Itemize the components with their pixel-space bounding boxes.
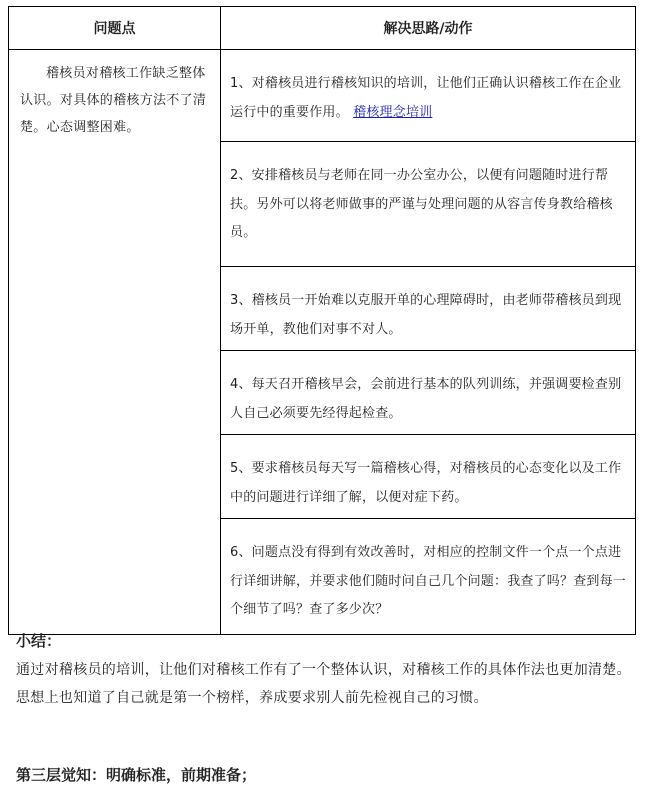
- section-heading: 第三层觉知：明确标准，前期准备；: [16, 766, 257, 784]
- summary-title: 小结：: [16, 632, 62, 650]
- header-problem: 问题点: [9, 7, 221, 50]
- summary-text: 通过对稽核员的培训，让他们对稽核工作有了一个整体认识，对稽核工作的具体作法也更加清楚。思想上也知道了自己就是第一个榜样，养成要求别人前先检视自己的习惯。: [16, 662, 631, 706]
- action-text: 6、问题点没有得到有效改善时，对相应的控制文件一个点一个点进行详细讲解，并要求他们随时问自己几个问题：我查了吗？查到每一个细节了吗？查了多少次？: [230, 545, 627, 617]
- action-text: 2、安排稽核员与老师在同一办公室办公，以便有问题随时进行帮扶。另外可以将老师做事的严谨与处理问题的从容言传身教给稽核员。: [230, 168, 613, 240]
- problem-text: 稽核员对稽核工作缺乏整体认识。对具体的稽核方法不了清楚。心态调整困难。: [20, 66, 207, 135]
- action-cell: [221, 435, 636, 519]
- action-cell: [221, 50, 636, 142]
- action-cell: [221, 351, 636, 435]
- action-cell: [221, 267, 636, 351]
- problem-cell: [9, 50, 221, 635]
- table-header-row: [9, 7, 636, 50]
- action-text: 3、稽核员一开始难以克服开单的心理障碍时，由老师带稽核员到现场开单，教他们对事不对人。: [230, 293, 622, 337]
- training-link[interactable]: 稽核理念培训: [353, 104, 433, 120]
- action-cell: [221, 519, 636, 635]
- table-row: [9, 50, 636, 142]
- header-action: 解决思路/动作: [221, 7, 636, 50]
- action-text: 5、要求稽核员每天写一篇稽核心得，对稽核员的心态变化以及工作中的问题进行详细了解，以便对症下药。: [230, 461, 622, 505]
- action-text: 1、对稽核员进行稽核知识的培训，让他们正确认识稽核工作在企业运行中的重要作用。: [230, 76, 622, 120]
- action-text: 4、每天召开稽核早会，会前进行基本的队列训练，并强调要检查别人自己必须要先经得起检查。: [230, 377, 622, 421]
- action-cell: [221, 142, 636, 267]
- measures-table: [8, 6, 636, 635]
